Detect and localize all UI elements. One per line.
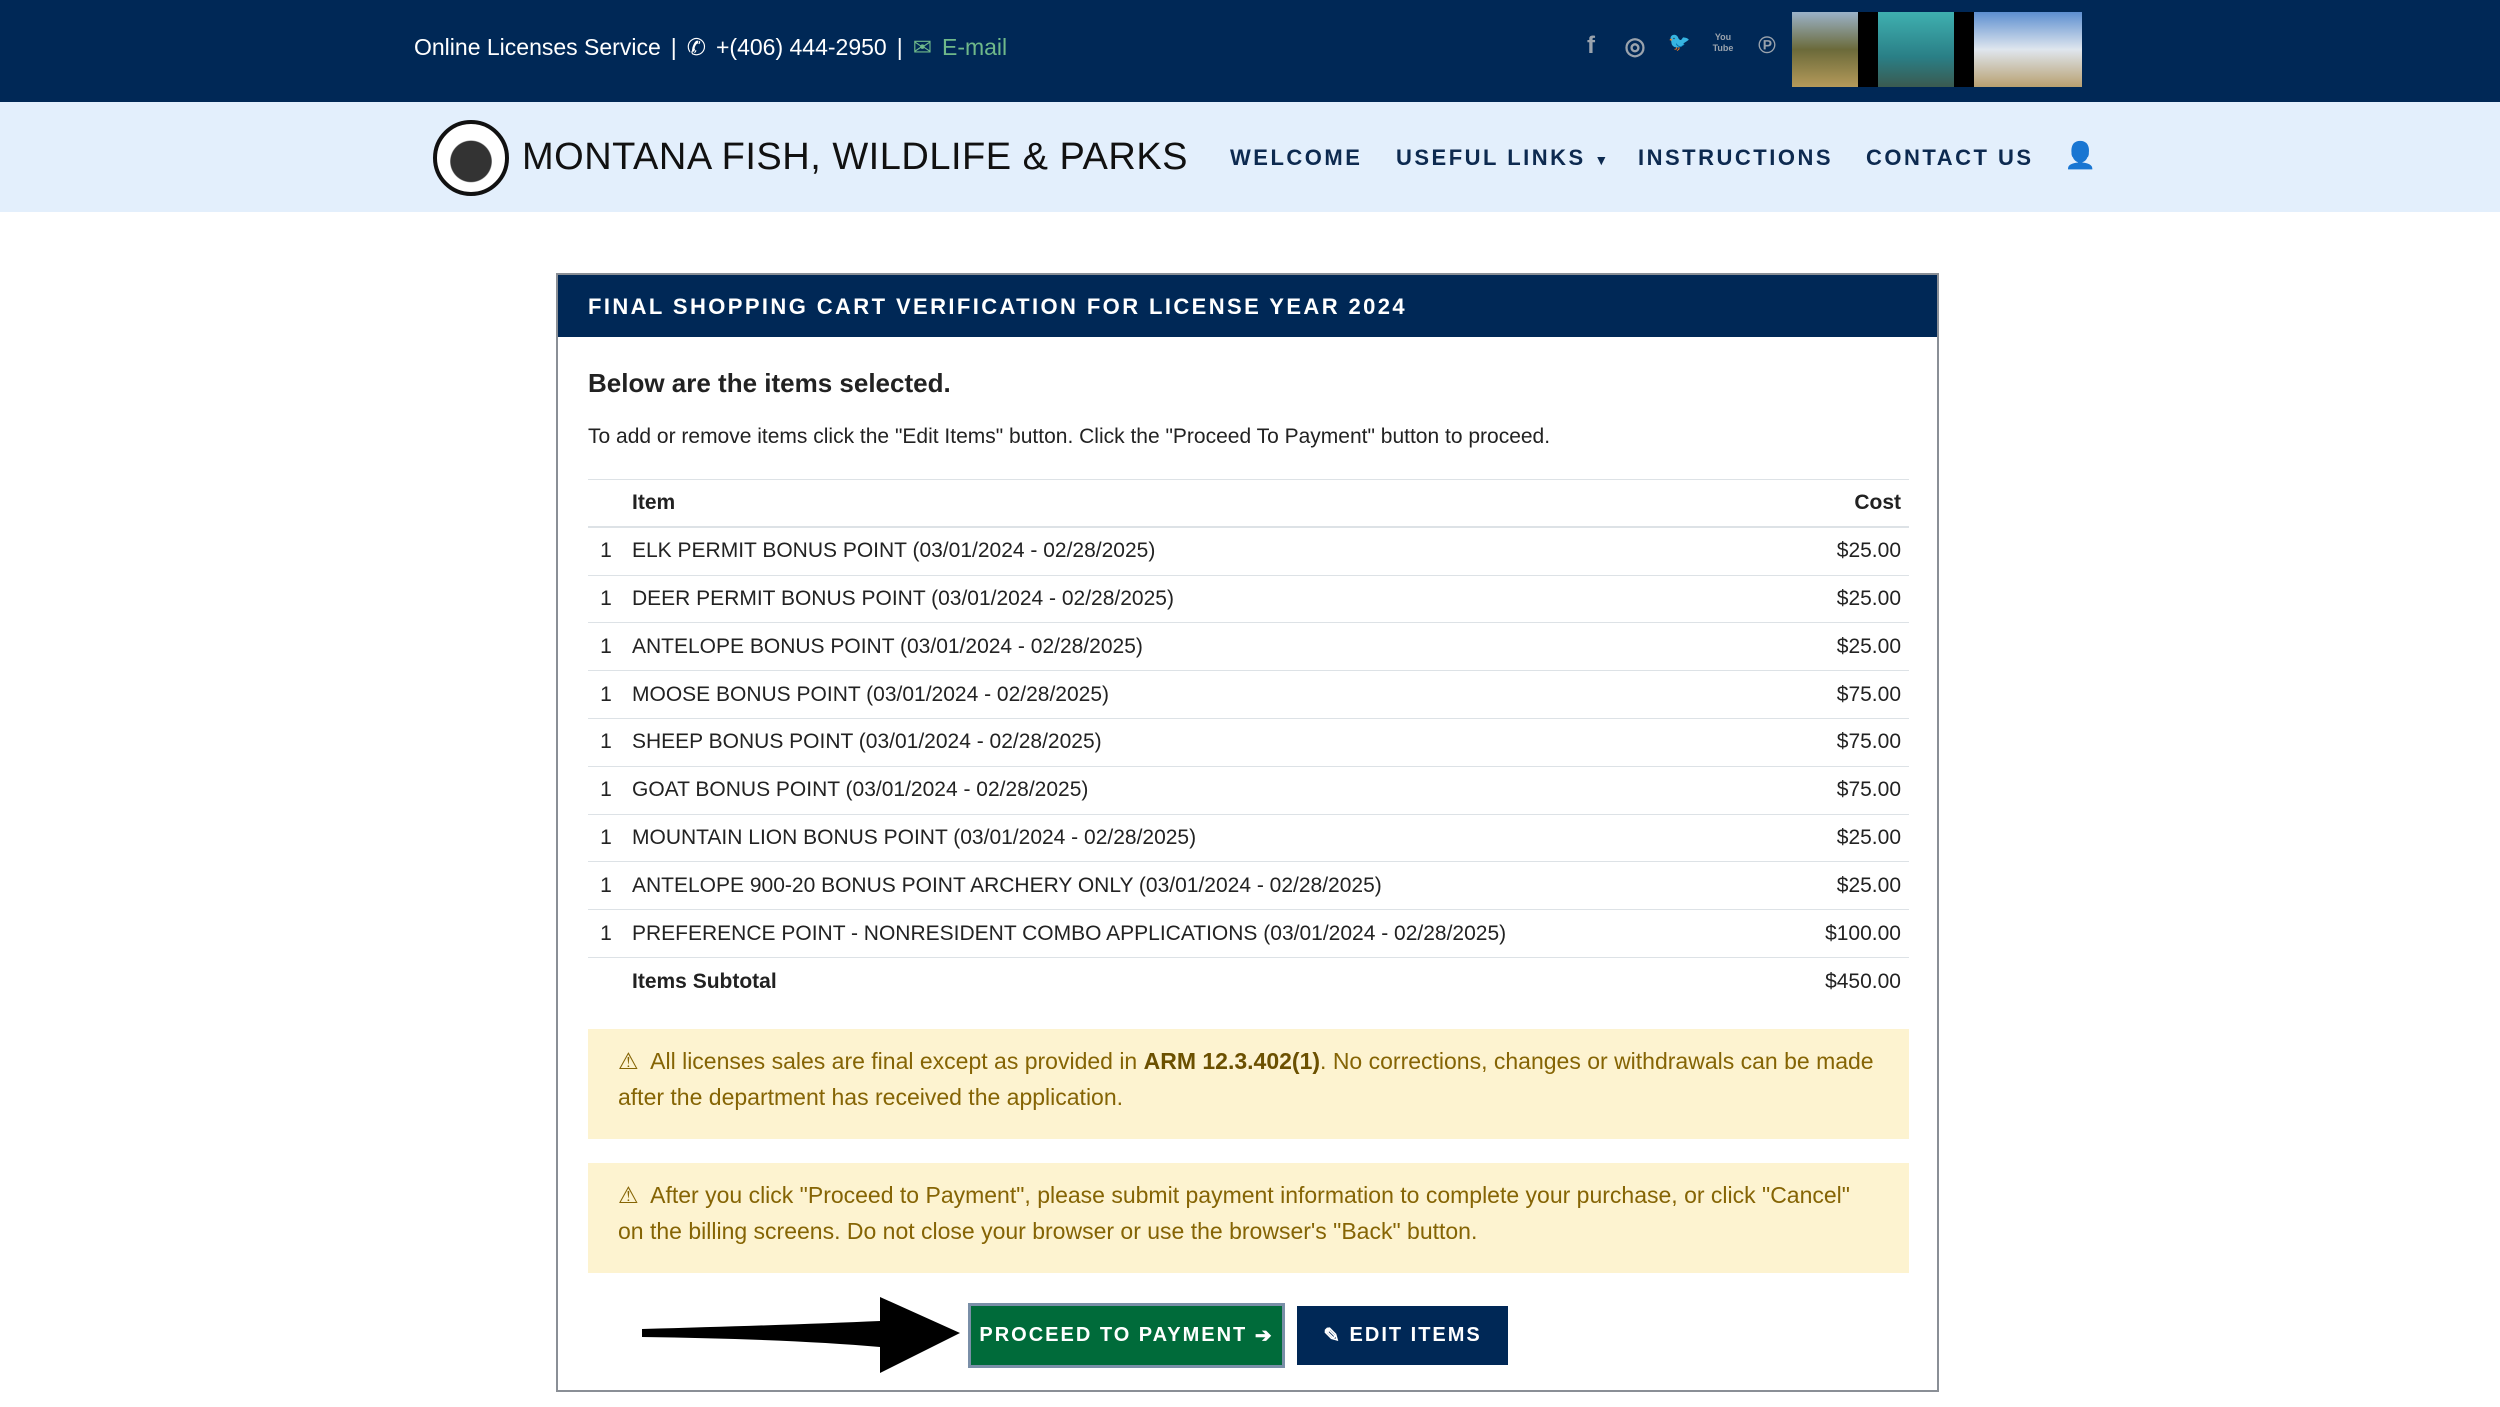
- table-row: [588, 766, 1909, 814]
- item-cost: $100.00: [1789, 910, 1909, 958]
- service-label: Online Licenses Service: [414, 34, 661, 60]
- alert-text: All licenses sales are final except as provided in: [650, 1048, 1144, 1074]
- envelope-icon: ✉: [912, 34, 932, 60]
- item-qty: 1: [588, 814, 624, 862]
- item-name: GOAT BONUS POINT (03/01/2024 - 02/28/2025): [624, 766, 1789, 814]
- alert-text: . No corrections, changes or withdrawals can be made after the department has received the application.: [618, 1048, 1874, 1110]
- nav-useful-links[interactable]: [1396, 145, 1611, 171]
- subtotal-value: $450.00: [1789, 957, 1909, 1005]
- table-row: [588, 671, 1909, 719]
- item-cost: $75.00: [1789, 671, 1909, 719]
- item-cost: $25.00: [1789, 623, 1909, 671]
- warning-icon: ⚠: [618, 1182, 639, 1208]
- contact-strip: [414, 34, 1007, 61]
- arm-reference: ARM 12.3.402(1): [1143, 1048, 1321, 1074]
- proceed-to-payment-button[interactable]: [971, 1306, 1282, 1365]
- item-name: ANTELOPE 900-20 BONUS POINT ARCHERY ONLY (03/01/2024 - 02/28/2025): [624, 862, 1789, 910]
- hunter-photo: [1792, 12, 1858, 87]
- pinterest-icon[interactable]: ℗: [1758, 32, 1776, 59]
- table-header: [588, 480, 1909, 528]
- panel-title: FINAL SHOPPING CART VERIFICATION FOR LICENSE YEAR 2024: [558, 275, 1937, 337]
- col-cost: Cost: [1789, 480, 1909, 528]
- twitter-icon[interactable]: 🐦: [1668, 32, 1691, 52]
- phone-link[interactable]: +(406) 444-2950: [716, 34, 887, 60]
- item-name: ELK PERMIT BONUS POINT (03/01/2024 - 02/28/2025): [624, 527, 1789, 575]
- item-qty: 1: [588, 623, 624, 671]
- instructions-text: To add or remove items click the "Edit Items" button. Click the "Proceed To Payment" button to proceed.: [588, 425, 1551, 448]
- cart-panel: [556, 273, 1939, 1392]
- item-qty: 1: [588, 575, 624, 623]
- subtotal-label: Items Subtotal: [624, 957, 1789, 1005]
- item-name: DEER PERMIT BONUS POINT (03/01/2024 - 02/28/2025): [624, 575, 1789, 623]
- item-qty: 1: [588, 862, 624, 910]
- item-qty: 1: [588, 910, 624, 958]
- edit-icon: ✎: [1323, 1325, 1342, 1347]
- item-name: MOOSE BONUS POINT (03/01/2024 - 02/28/2025): [624, 671, 1789, 719]
- warning-icon: ⚠: [618, 1048, 639, 1074]
- item-qty: 1: [588, 671, 624, 719]
- item-cost: $25.00: [1789, 527, 1909, 575]
- table-row: [588, 623, 1909, 671]
- item-cost: $25.00: [1789, 575, 1909, 623]
- caret-down-icon: ▼: [1594, 152, 1611, 168]
- instagram-icon[interactable]: ◎: [1624, 33, 1646, 60]
- payment-alert: [588, 1163, 1909, 1273]
- email-link[interactable]: E-mail: [941, 34, 1008, 60]
- edit-label: EDIT ITEMS: [1349, 1324, 1482, 1346]
- nav-contact-us[interactable]: CONTACT US: [1866, 145, 2034, 170]
- final-sale-alert: [588, 1029, 1909, 1139]
- table-row: [588, 862, 1909, 910]
- social-links: [1580, 32, 1778, 61]
- proceed-label: PROCEED TO PAYMENT: [979, 1324, 1248, 1346]
- item-qty: 1: [588, 527, 624, 575]
- cart-table: [588, 479, 1909, 1005]
- col-item: Item: [624, 480, 1789, 528]
- phone-icon: ✆: [686, 34, 706, 60]
- item-name: SHEEP BONUS POINT (03/01/2024 - 02/28/2025): [624, 718, 1789, 766]
- item-qty: 1: [588, 766, 624, 814]
- items-heading: Below are the items selected.: [588, 368, 951, 398]
- arrow-right-icon: ➔: [1254, 1325, 1274, 1347]
- table-row: [588, 575, 1909, 623]
- facebook-icon[interactable]: f: [1587, 32, 1595, 59]
- table-row: [588, 910, 1909, 958]
- table-row: [588, 527, 1909, 575]
- edit-items-button[interactable]: [1297, 1306, 1508, 1365]
- separator: |: [896, 34, 903, 60]
- table-row: [588, 718, 1909, 766]
- separator: |: [670, 34, 677, 60]
- item-cost: $25.00: [1789, 862, 1909, 910]
- pointer-arrow-icon: [640, 1295, 965, 1375]
- subtotal-row: [588, 957, 1909, 1005]
- nav-instructions[interactable]: INSTRUCTIONS: [1638, 145, 1833, 170]
- alert-text: After you click "Proceed to Payment", please submit payment information to complete your purchase, or click "Cancel" on the billing screens. Do not close your browser or use the browser's "Back" button.: [618, 1182, 1850, 1244]
- item-name: MOUNTAIN LION BONUS POINT (03/01/2024 - 02/28/2025): [624, 814, 1789, 862]
- fish-photo: [1878, 12, 1954, 87]
- user-icon[interactable]: 👤: [2064, 140, 2099, 170]
- item-name: PREFERENCE POINT - NONRESIDENT COMBO APPLICATIONS (03/01/2024 - 02/28/2025): [624, 910, 1789, 958]
- table-row: [588, 814, 1909, 862]
- header-photos: [1792, 12, 2082, 87]
- top-bar: [0, 0, 2500, 102]
- nav-useful-links-label: USEFUL LINKS: [1396, 145, 1586, 170]
- item-cost: $75.00: [1789, 766, 1909, 814]
- item-qty: 1: [588, 718, 624, 766]
- youtube-icon[interactable]: You Tube: [1712, 32, 1734, 53]
- item-cost: $75.00: [1789, 718, 1909, 766]
- bear-logo[interactable]: [433, 120, 509, 196]
- item-name: ANTELOPE BONUS POINT (03/01/2024 - 02/28/2025): [624, 623, 1789, 671]
- nav-welcome[interactable]: WELCOME: [1230, 145, 1363, 170]
- site-title[interactable]: MONTANA FISH, WILDLIFE & PARKS: [522, 136, 1189, 178]
- item-cost: $25.00: [1789, 814, 1909, 862]
- hikers-photo: [1974, 12, 2082, 87]
